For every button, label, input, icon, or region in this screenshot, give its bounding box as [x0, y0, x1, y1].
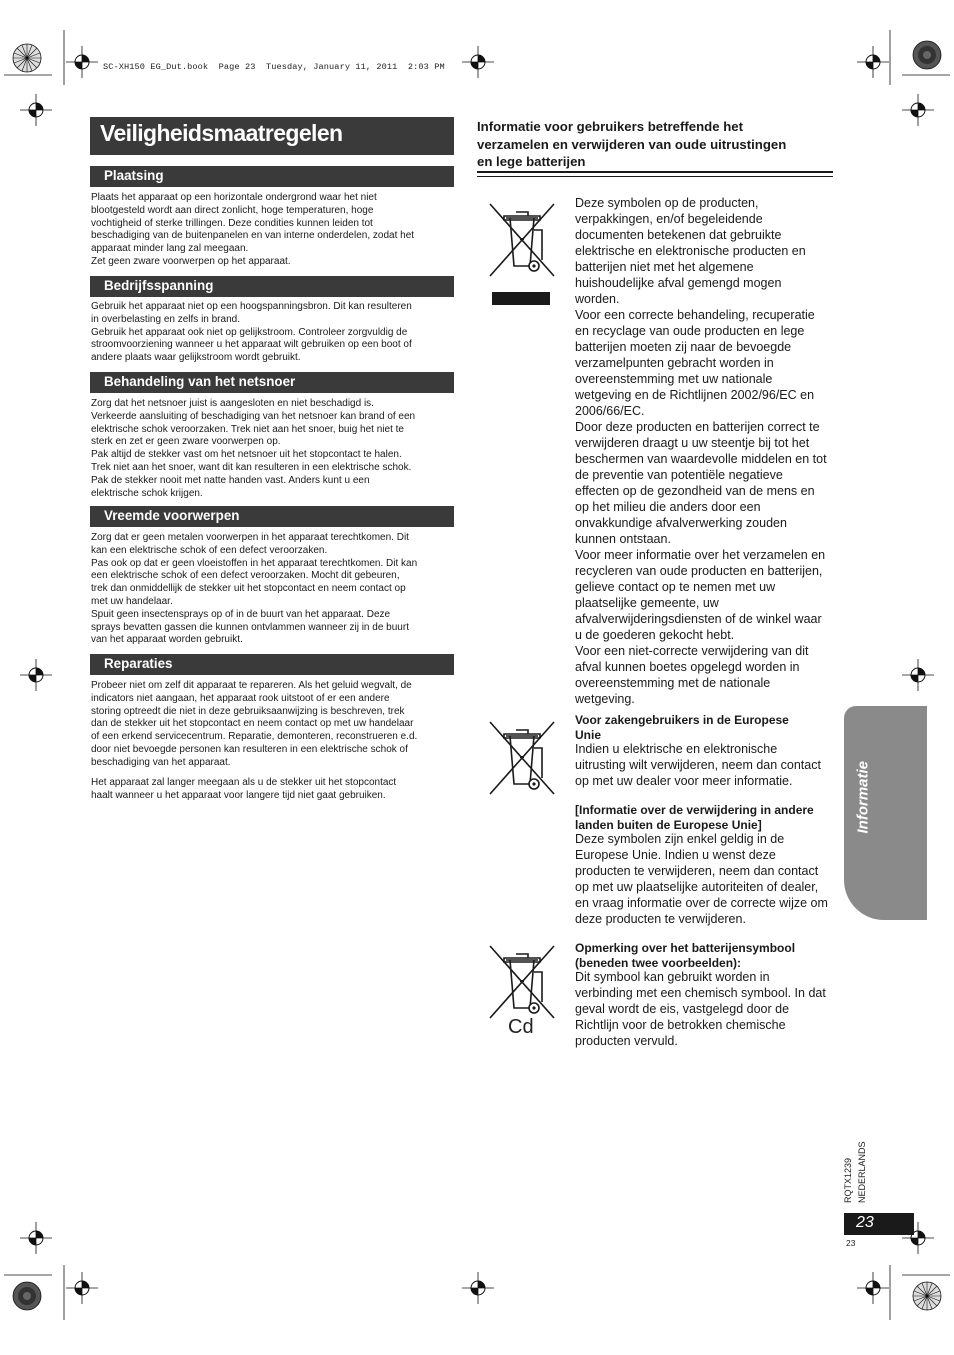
page-title-box	[90, 117, 454, 155]
page-number: 23	[856, 1214, 874, 1231]
disposal-info-title: Informatie voor gebruikers betreffende het verzamelen en verwijderen van oude uitrustingen en lege batterijen	[477, 119, 787, 169]
print-header-line: SC-XH150 EG_Dut.book Page 23 Tuesday, January 11, 2011 2:03 PM	[103, 62, 445, 72]
section-text-plaatsing: Plaats het apparaat op een horizontale ondergrond waar het niet blootgesteld wordt aan direct zonlicht, hoge temperaturen, hoge vochtigheid of sterke trillingen. Deze condities kunnen leiden tot beschadiging van de buitenpanelen en van interne onderdelen, zodat het apparaat minder lang zal meegaan. Zet geen zware voorwerpen op het apparaat.	[91, 192, 415, 267]
crossed-out-wheelie-bin-icon	[484, 942, 560, 1027]
page-title: Veiligheidsmaatregelen	[100, 120, 343, 146]
business-users-text: Indien u elektrische en elektronische uitrusting wilt verwijderen, neem dan contact op met uw dealer voor meer informatie.	[575, 742, 821, 788]
disposal-main-text: Deze symbolen op de producten, verpakkingen, en/of begeleidende documenten betekenen dat gebruikte elektrische en elektronische producten en batterijen niet met het algemene huishoudelijke afval gemengd mogen worden. Voor een correcte behandeling, recuperatie en recyclage van oude producten en lege batterijen moeten zij naar de bevoegde verzamelpunten gebracht worden in overeenstemming met uw nationale wetgeving en de Richtlijnen 2002/96/EC en 2006/66/EC. Door deze producten en batterijen correct te verwijderen draagt u uw steentje bij tot het beschermen van waardevolle middelen en tot de preventie van potentiële negatieve effecten op de gezondheid van de mens en op het milieu die anders door een onvakkundige afvalverwerking zouden kunnen ontstaan. Voor meer informatie over het verzamelen en recycleren van oude producten en batterijen, gelieve contact op te nemen met uw plaatselijke gemeente, uw afvalverwijderingsdiensten of de winkel waar u de goederen gekocht hebt. Voor een niet-correcte verwijdering van dit afval kunnen boetes opgelegd worden in overeenstemming met de nationale wetgeving.	[575, 196, 827, 706]
title-rule-thin	[477, 176, 833, 177]
section-text-netsnoer: Zorg dat het netsnoer juist is aangesloten en niet beschadigd is. Verkeerde aansluiting of beschadiging van het netsnoer kan brand of een elektrische schok veroorzaken. Trek niet aan het snoer, buig het niet te sterk en zet er geen zware voorwerpen op. Pak altijd de stekker vast om het netsnoer uit het stopcontact te halen. Trek niet aan het snoer, want dit kan resulteren in een elektrische schok. Pak de stekker nooit met natte handen vast. Anders kunt u een elektrische schok krijgen.	[91, 398, 416, 499]
title-rule	[477, 171, 833, 173]
section-heading-label: Plaatsing	[104, 168, 164, 183]
business-users-heading: Voor zakengebruikers in de Europese Unie	[575, 713, 789, 742]
bin-black-bar	[492, 292, 550, 305]
section-heading-bedrijfsspanning	[90, 276, 454, 297]
doc-code: RQTX1239	[843, 1157, 853, 1203]
section-heading-label: Reparaties	[104, 656, 173, 671]
section-text-reparaties-note: Het apparaat zal langer meegaan als u de stekker uit het stopcontact haalt wanneer u het apparaat voor langere tijd niet gaat gebruiken.	[91, 777, 397, 801]
chemical-symbol: Cd	[508, 1016, 534, 1038]
page-number-small: 23	[846, 1238, 856, 1248]
battery-symbol-heading: Opmerking over het batterijensymbool (beneden twee voorbeelden):	[575, 941, 796, 970]
battery-symbol-text: Dit symbool kan gebruikt worden in verbinding met een chemisch symbool. In dat geval wordt de eis, vastgelegd door de Richtlijn voor de betrokken chemische producten vervuld.	[575, 970, 826, 1048]
section-text-bedrijfsspanning: Gebruik het apparaat niet op een hoogspanningsbron. Dit kan resulteren in overbelasting en zelfs in brand. Gebruik het apparaat ook niet op gelijkstroom. Controleer zorgvuldig de stroomvoorziening wanneer u het apparaat wilt gebruiken op een boot of andere plaats waar gelijkstroom wordt gebruikt.	[91, 301, 412, 364]
language-label: NEDERLANDS	[857, 1141, 867, 1203]
side-tab-label: Informatie	[854, 760, 872, 834]
section-text-reparaties: Probeer niet om zelf dit apparaat te repareren. Als het geluid wegvalt, de indicators niet aangaan, het apparaat rook uitstoot of er een andere storing optreedt die niet in deze gebruiksaanwijzing is beschreven, trek dan de stekker uit het stopcontact en neem contact op met uw handelaar of een erkend servicecentrum. Reparatie, demonteren, reconstrueren e.d. door niet bevoegde personen kan resulteren in een elektrische schok of beschadiging van het apparaat.	[91, 680, 418, 768]
section-heading-vreemde-voorwerpen	[90, 506, 454, 527]
non-eu-text: Deze symbolen zijn enkel geldig in de Europese Unie. Indien u wenst deze producten te verwijderen, neem dan contact op met uw plaatselijke autoriteiten of dealer, en vraag informatie over de correcte wijze om deze producten te verwijderen.	[575, 832, 828, 926]
section-text-vreemde-voorwerpen: Zorg dat er geen metalen voorwerpen in het apparaat terechtkomen. Dit kan een elektrische schok of een defect veroorzaken. Pas ook op dat er geen vloeistoffen in het apparaat terechtkomen. Dit kan een elektrische schok of een defect veroorzaken. Mocht dit gebeuren, trek dan onmiddellijk de stekker uit het stopcontact en neem contact op met uw handelaar. Spuit geen insectensprays op of in de buurt van het apparaat. Deze sprays bevatten gassen die kunnen ontvlammen wanneer zij in de buurt van het apparaat worden gebruikt.	[91, 532, 418, 646]
page-number-box	[844, 1213, 914, 1235]
crossed-out-wheelie-bin-icon	[484, 718, 560, 803]
section-heading-plaatsing	[90, 166, 454, 187]
crossed-out-wheelie-bin-icon	[484, 200, 560, 285]
non-eu-heading: [Informatie over de verwijdering in andere landen buiten de Europese Unie]	[575, 803, 814, 832]
section-heading-reparaties	[90, 654, 454, 675]
section-heading-label: Behandeling van het netsnoer	[104, 374, 296, 389]
section-heading-netsnoer	[90, 372, 454, 393]
section-heading-label: Bedrijfsspanning	[104, 278, 214, 293]
section-heading-label: Vreemde voorwerpen	[104, 508, 240, 523]
